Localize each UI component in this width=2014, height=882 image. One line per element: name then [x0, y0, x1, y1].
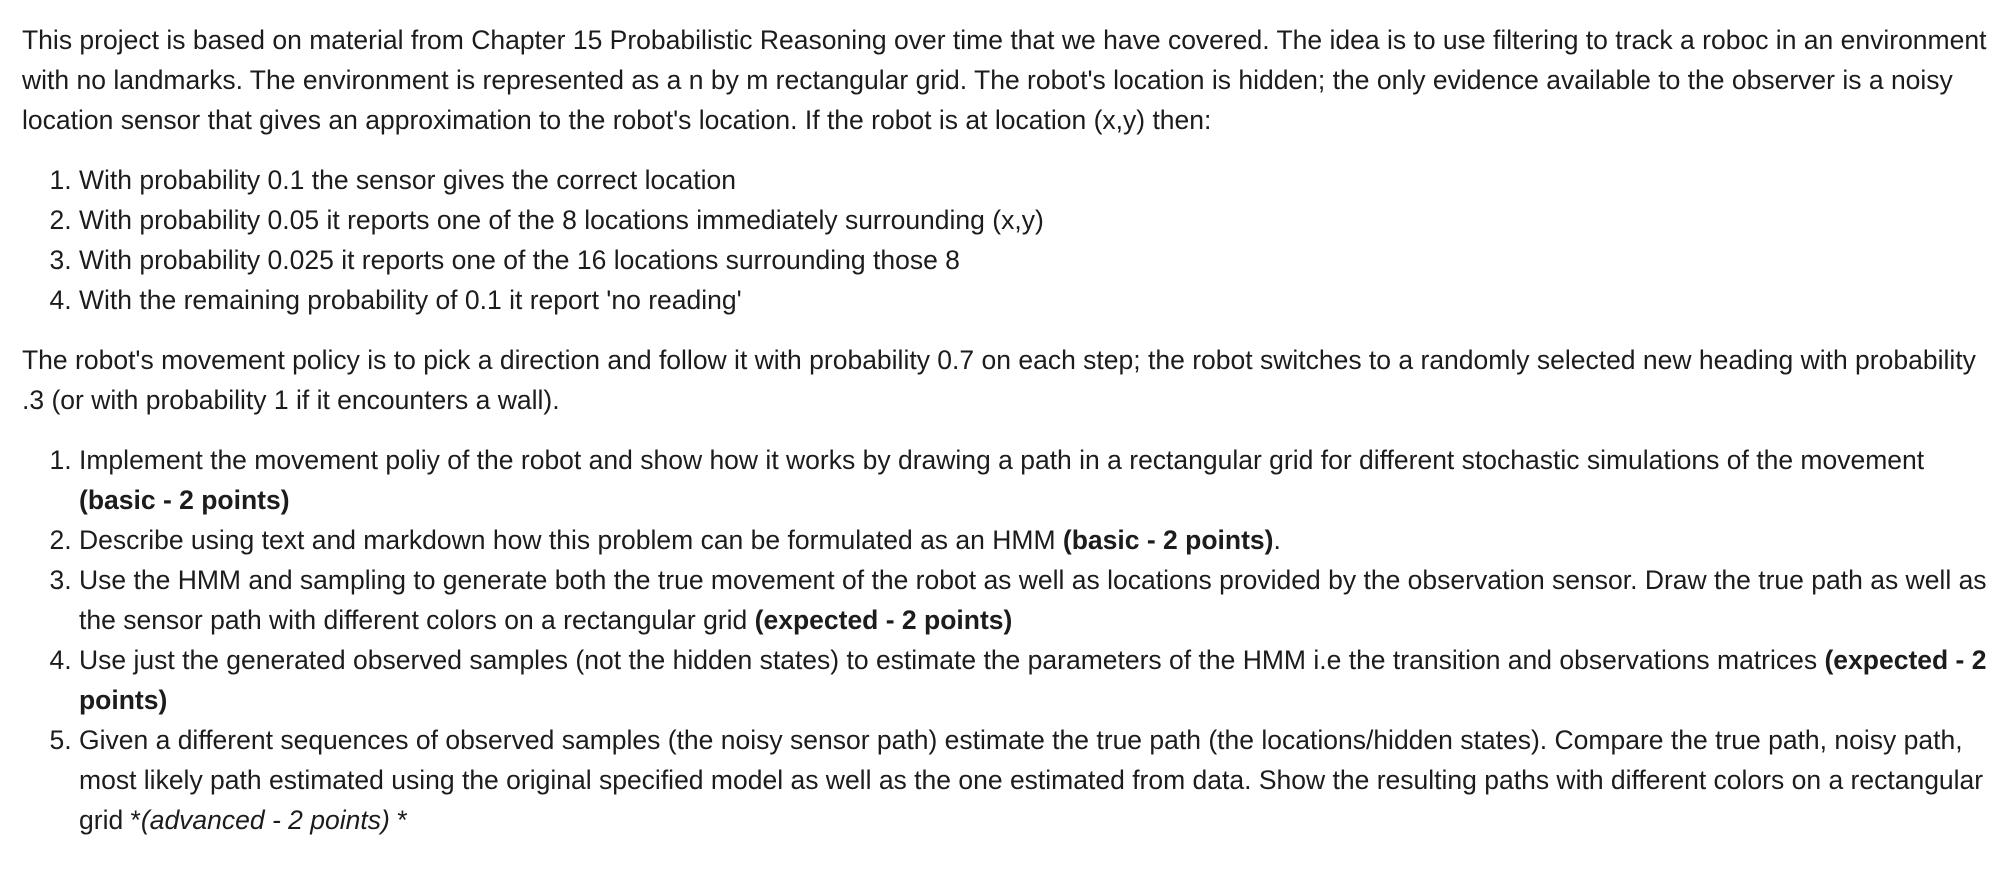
movement-paragraph: The robot's movement policy is to pick a direction and follow it with probability 0.7 on each step; the robot switches to a randomly selected new heading with probability .3 (or with probability 1 if it encounters a wall).	[22, 345, 1976, 415]
task-item-3	[79, 560, 1997, 640]
list-item: 2. With probability 0.05 it reports one of the 8 locations immediately surrounding (x,y)	[79, 200, 1997, 240]
task-item-1	[79, 440, 1997, 520]
task-text: Use the HMM and sampling to generate both the true movement of the robot as well as locations provided by the observation sensor. Draw the true path as well as the sensor path with different colors on a rectangular grid	[79, 565, 1987, 635]
task-item-5	[79, 720, 1997, 840]
markdown-cell	[22, 0, 1997, 840]
task-points: (advanced - 2 points)	[140, 805, 390, 835]
task-text: Describe using text and markdown how this problem can be formulated as an HMM	[79, 525, 1063, 555]
task-list	[22, 440, 1997, 840]
task-text: Use just the generated observed samples (not the hidden states) to estimate the parameters of the HMM i.e the transition and observations matrices	[79, 645, 1825, 675]
task-item-2	[79, 520, 1997, 560]
task-text: Given a different sequences of observed samples (the noisy sensor path) estimate the true path (the locations/hidden states). Compare the true path, noisy path, most likely path estimated using the original specified model as well as the one estimated from data. Show the resulting paths with different colors on a rectangular grid *	[79, 725, 1984, 835]
intro-paragraph: This project is based on material from Chapter 15 Probabilistic Reasoning over time that we have covered. The idea is to use filtering to track a roboc in an environment with no landmarks. The environment is represented as a n by m rectangular grid. The robot's location is hidden; the only evidence available to the observer is a noisy location sensor that gives an approximation to the robot's location. If the robot is at location (x,y) then:	[22, 25, 1987, 135]
list-item: 3. With probability 0.025 it reports one of the 16 locations surrounding those 8	[79, 240, 1997, 280]
task-item-4	[79, 640, 1997, 720]
list-item: 1. With probability 0.1 the sensor gives the correct location	[79, 160, 1997, 200]
task-points: (basic - 2 points)	[79, 485, 290, 515]
task-points: (expected - 2 points)	[754, 605, 1013, 635]
task-points: (expected - 2 points)	[79, 645, 1987, 715]
list-item: 4. With the remaining probability of 0.1 it report 'no reading'	[79, 280, 1997, 320]
task-points: (basic - 2 points)	[1062, 525, 1274, 555]
task-text: Implement the movement poliy of the robot and show how it works by drawing a path in a rectangular grid for different stochastic simulations of the movement	[79, 445, 1925, 475]
task-suffix: .	[1273, 525, 1281, 555]
sensor-probability-list	[22, 160, 1997, 320]
task-suffix: *	[389, 805, 408, 835]
